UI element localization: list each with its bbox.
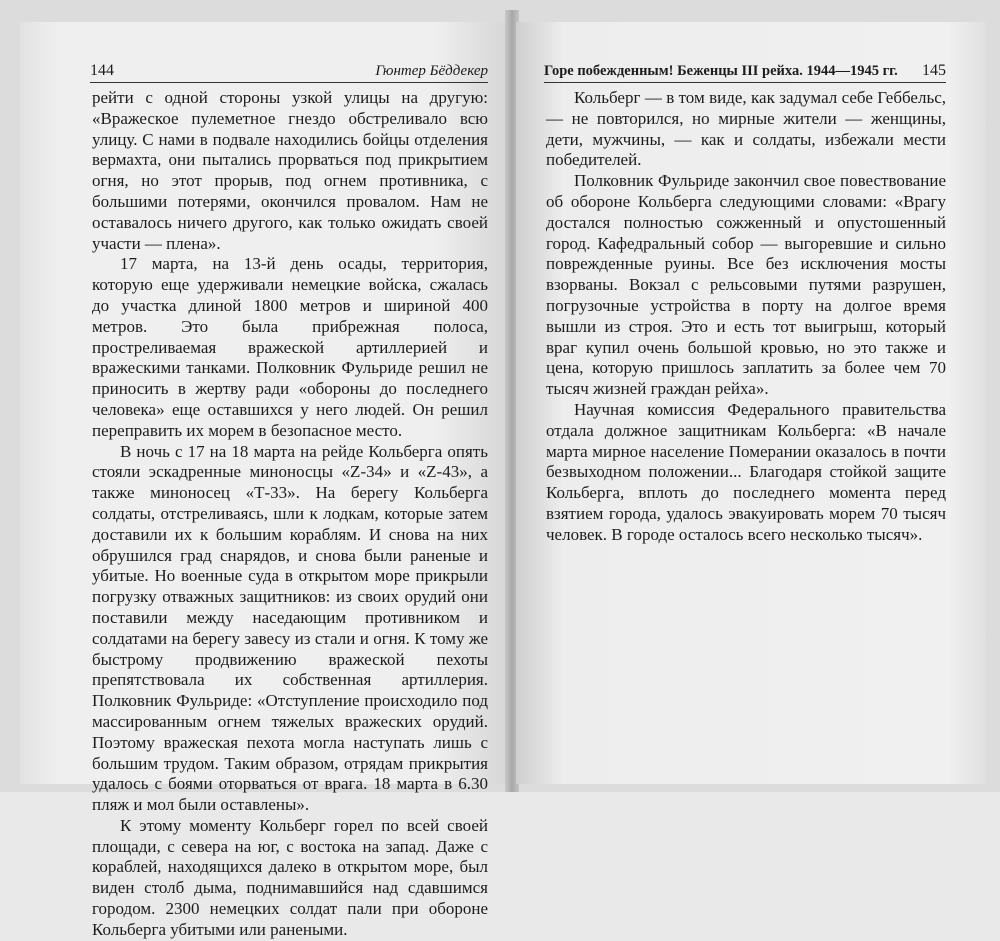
left-page [20,22,508,939]
left-running-head [90,60,488,83]
left-paragraph-1: рейти с одной стороны узкой улицы на другую: «Вражеское пулеметное гнездо обстреливало всю улицу. С нами в подвале находились бойцы отделения вермахта, они пытались прорваться под прикрытием огня, но этот прорыв, под огнем противника, с большими потерями, окончился провалом. Нам не оставалось ничего другого, как только ожидать своей участи — плена». [92,88,488,253]
left-running-title: Гюнтер Бёддекер [375,63,488,79]
left-paragraph-4: К этому моменту Кольберг горел по всей своей площади, с севера на юг, с востока на запад. Даже с кораблей, находящихся далеко в открытом море, был виден столб дыма, поднимавшийся над сдавшимся городом. 2300 немецких солдат пали при обороне Кольберга убитыми или ранеными. [92,815,488,939]
left-paragraph-2: 17 марта, на 13-й день осады, территория, которую еще удерживали немецкие войска, сжалась до участка длиной 1800 метров и шириной 400 метров. Это была прибрежная полоса, простреливаемая вражеской артиллерией и вражескими танками. Полковник Фульриде решил не приносить в жертву ради «обороны до последнего человека» еще оставшихся у него людей. Он решил переправить их морем в безопасное место. [92,254,488,440]
left-paragraph-3: В ночь с 17 на 18 марта на рейде Кольберга опять стояли эскадренные миноносцы «Z-34» и «Z-43», а также миноносец «Т-33». На берегу Кольберга солдаты, отстреливаясь, шли к лодкам, которые затем доставили их к большим кораблям. И снова на них обрушился град снарядов, и снова были раненые и убитые. Но военные суда в открытом море прикрыли погрузку отважных защитников: из своих орудий они поставили между наседающим противником и солдатами на берегу завесу из стали и огня. К тому же быстрому продвижению вражеской пехоты препятствовала их собственная артиллерия. Полковник Фульриде: «Отступление происходило под массированным огнем тяжелых вражеских орудий. Поэтому вражеская пехота могла наступать лишь с большим трудом. Таким образом, отрядам прикрытия удалось с боями оторваться от врага. 18 марта в 6.30 пляж и мол были оставлены». [92,441,488,815]
right-paragraph-3: Научная комиссия Федерального правительства отдала должное защитникам Кольберга: «В начале марта мирное население Померании оказалось в почти безвыходном положении... Благодаря стойкой защите Кольберга, вплоть до последнего момента перед взятием города, удалось эвакуировать морем 70 тысяч человек. В городе осталось всего несколько тысяч». [546,399,946,544]
left-page-number: 144 [90,62,114,79]
right-running-head [544,60,946,83]
right-paragraph-1: Кольберг — в том виде, как задумал себе Геббельс, — не повторился, но мирные жители — женщины, дети, мужчины, — как и солдаты, избежали мести победителей. [546,88,946,170]
left-body-text [92,88,488,941]
right-running-title: Горе побежденным! Беженцы III рейха. 1944—1945 гг. [544,63,898,79]
right-paragraph-2: Полковник Фульриде закончил свое повествование об обороне Кольберга следующими словами: «Врагу достался полностью сожженный и опустошенный город. Кафедральный собор — выгоревшие и сильно поврежденные руины. Все без исключения мосты взорваны. Вокзал с рельсовыми путями разрушен, погрузочные устройства в порту на долгое время вышли из строя. Это и есть тот выигрыш, который враг купил очень большой кровью, но это также и цена, которую пришлось заплатить за более чем 70 тысяч жизней граждан рейха». [546,171,946,399]
right-page [516,22,986,784]
right-page-number: 145 [922,62,946,79]
right-body-text [546,88,946,546]
